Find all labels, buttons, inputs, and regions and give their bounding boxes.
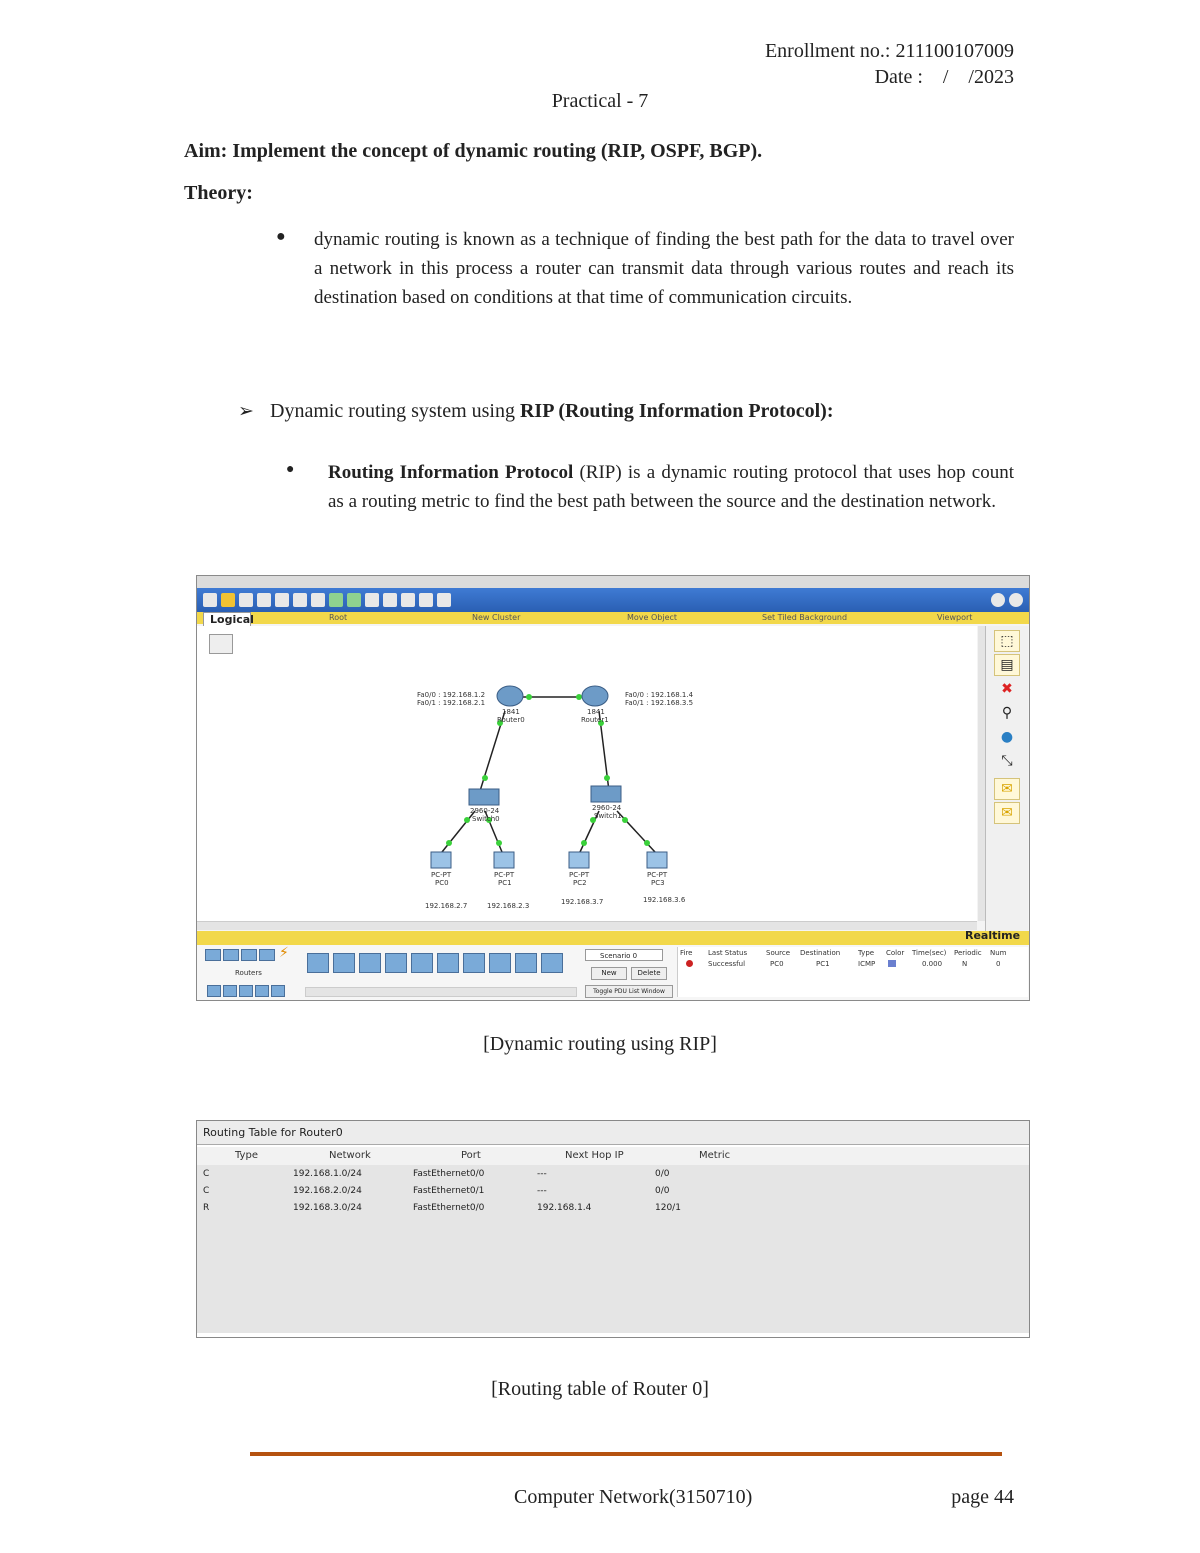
- inspect-tool-icon[interactable]: ⚲: [994, 702, 1020, 724]
- pdu-type: ICMP: [858, 960, 876, 968]
- pdu-num: 0: [996, 960, 1001, 968]
- device-palette: [197, 945, 1029, 1000]
- theory-paragraph: dynamic routing is known as a technique of finding the best path for the data to travel over a network in this process a router can transmit data through various routes and reach its destination based on conditions at that time of communication circuits.: [314, 229, 1014, 308]
- paste-icon[interactable]: [311, 593, 325, 607]
- zoom-in-icon[interactable]: [365, 593, 379, 607]
- tab-viewport[interactable]: Viewport: [937, 613, 973, 622]
- pdu-periodic: N: [962, 960, 968, 968]
- rip-term: Routing Information Protocol: [328, 462, 574, 483]
- pdu-destination: PC1: [816, 960, 830, 968]
- menu-bar[interactable]: [197, 576, 1029, 588]
- palette-icon[interactable]: [419, 593, 433, 607]
- link-status-dot: [446, 840, 452, 846]
- custom-devices-category-icon[interactable]: [239, 985, 253, 997]
- router-model-2620-icon[interactable]: [359, 953, 381, 973]
- date-field: Date : / /2023: [874, 66, 1014, 88]
- row3-network: 192.168.3.0/24: [293, 1203, 362, 1213]
- course-name: Computer Network(3150710): [514, 1486, 753, 1508]
- rip-definition: (RIP) is a dynamic routing protocol that uses hop count as a routing metric to find the best path between the source and the destination network.: [328, 462, 1014, 512]
- figure-caption-routing-table: [Routing table of Router 0]: [491, 1378, 709, 1400]
- switch0-model-label: 2960-24: [470, 807, 500, 815]
- pdu-header-periodic: Periodic: [954, 949, 982, 957]
- pc2-icon: [569, 852, 589, 868]
- switch0-name-label: Switch0: [472, 815, 500, 823]
- column-header-network: Network: [329, 1150, 371, 1161]
- pdu-list: [677, 947, 1028, 997]
- add-simple-pdu-icon[interactable]: ✉: [994, 778, 1020, 800]
- switch0-icon: [469, 789, 499, 805]
- switch1-icon: [591, 786, 621, 802]
- print-icon[interactable]: [257, 593, 271, 607]
- zoom-reset-icon[interactable]: [383, 593, 397, 607]
- common-tools-bar: [985, 626, 1028, 931]
- pdu-header-num: Num: [990, 949, 1007, 957]
- rip-heading-bold: RIP (Routing Information Protocol):: [519, 400, 834, 422]
- row2-network: 192.168.2.0/24: [293, 1186, 362, 1196]
- add-complex-pdu-icon[interactable]: ✉: [994, 802, 1020, 824]
- pc1-icon: [494, 852, 514, 868]
- router0-ip-label: Fa0/1 : 192.168.2.1: [417, 699, 486, 707]
- connections-category-icon[interactable]: ⚡: [279, 945, 289, 961]
- link-status-dot: [604, 775, 610, 781]
- bullet-dot-icon: ●: [286, 462, 295, 477]
- pdu-header-time: Time(sec): [912, 949, 947, 957]
- undo-icon[interactable]: [329, 593, 343, 607]
- realtime-mode-label[interactable]: Realtime: [965, 929, 1021, 942]
- link-status-dot: [576, 694, 582, 700]
- routing-table-body: [197, 1165, 1029, 1333]
- end-device-category-icon[interactable]: [207, 985, 221, 997]
- pc2-ip-label: 192.168.3.7: [561, 898, 604, 906]
- aim-heading: Aim: Implement the concept of dynamic routing (RIP, OSPF, BGP).: [184, 140, 763, 162]
- scenario-select[interactable]: Scenario 0: [585, 949, 663, 961]
- pdu-header-last-status: Last Status: [708, 949, 748, 957]
- copy-icon[interactable]: [293, 593, 307, 607]
- multiuser-category-icon[interactable]: [255, 985, 269, 997]
- new-scenario-button[interactable]: New: [591, 967, 627, 980]
- row2-next-hop: ---: [537, 1186, 547, 1196]
- row2-metric: 0/0: [655, 1186, 670, 1196]
- pc0-name-label: PC0: [435, 879, 449, 887]
- pdu-source: PC0: [770, 960, 784, 968]
- vertical-scrollbar[interactable]: [978, 626, 985, 921]
- pc1-name-label: PC1: [498, 879, 512, 887]
- wireless-category-icon[interactable]: [259, 949, 275, 961]
- fire-pdu-icon[interactable]: [686, 960, 693, 967]
- arrow-bullet-icon: ➢: [238, 401, 254, 422]
- status-bar: [197, 931, 1029, 945]
- packet-tracer-window: [196, 575, 1030, 1001]
- column-header-next-hop: Next Hop IP: [565, 1150, 624, 1161]
- pdu-header-fire: Fire: [680, 949, 693, 957]
- save-icon[interactable]: [239, 593, 253, 607]
- router1-ip-label: Fa0/0 : 192.168.1.4: [625, 691, 694, 699]
- hub-category-icon[interactable]: [241, 949, 257, 961]
- router0-ip-label: Fa0/0 : 192.168.1.2: [417, 691, 486, 699]
- tab-set-tiled-background[interactable]: Set Tiled Background: [762, 613, 848, 622]
- pc0-ip-label: 192.168.2.7: [425, 902, 468, 910]
- link-status-dot: [464, 817, 470, 823]
- rip-heading: [270, 400, 833, 423]
- activity-wizard-icon[interactable]: [275, 593, 289, 607]
- link-status-dot: [644, 840, 650, 846]
- routing-table-window: [196, 1120, 1030, 1338]
- row1-next-hop: ---: [537, 1169, 547, 1179]
- link-status-dot: [482, 775, 488, 781]
- router1-model-label: 1841: [587, 708, 605, 716]
- pdu-header-source: Source: [766, 949, 791, 957]
- footer-divider: [250, 1452, 1002, 1456]
- toggle-pdu-list-button[interactable]: Toggle PDU List Window: [585, 985, 673, 998]
- security-category-icon[interactable]: [271, 985, 285, 997]
- link-status-dot: [526, 694, 532, 700]
- router-model-generic2-icon[interactable]: [541, 953, 563, 973]
- workspace-tab-bar: [197, 612, 1029, 624]
- pdu-color-swatch: [888, 960, 896, 967]
- enrollment-number: Enrollment no.: 211100107009: [764, 40, 1014, 62]
- switch1-name-label: Switch1: [594, 812, 622, 820]
- routing-table-title: Routing Table for Router0: [197, 1121, 1029, 1145]
- pc3-model-label: PC-PT: [647, 871, 668, 879]
- router1-icon: [582, 686, 608, 706]
- pdu-header-type: Type: [858, 949, 875, 957]
- switch1-model-label: 2960-24: [592, 804, 622, 812]
- info-icon[interactable]: [991, 593, 1005, 607]
- figure-caption-rip: [Dynamic routing using RIP]: [483, 1033, 717, 1055]
- pc1-model-label: PC-PT: [494, 871, 515, 879]
- router-category-icon[interactable]: [205, 949, 221, 961]
- pc3-icon: [647, 852, 667, 868]
- router1-name-label: Router1: [581, 716, 609, 724]
- switch-category-icon[interactable]: [223, 949, 239, 961]
- pc2-name-label: PC2: [573, 879, 587, 887]
- router-model-generic-icon[interactable]: [515, 953, 537, 973]
- router-model-2901-icon[interactable]: [437, 953, 459, 973]
- pdu-header-color: Color: [886, 949, 905, 957]
- delete-tool-icon[interactable]: ✖: [994, 678, 1020, 700]
- pdu-status: Successful: [708, 960, 746, 968]
- devices-label: Routers: [235, 969, 262, 977]
- column-header-metric: Metric: [699, 1150, 731, 1161]
- row2-port: FastEthernet0/1: [413, 1186, 485, 1196]
- column-header-port: Port: [461, 1150, 481, 1161]
- horizontal-scrollbar[interactable]: [197, 921, 977, 930]
- row1-metric: 0/0: [655, 1169, 670, 1179]
- link-switch0-pc0: [442, 811, 475, 852]
- wan-emulation-category-icon[interactable]: [223, 985, 237, 997]
- pc2-model-label: PC-PT: [569, 871, 590, 879]
- network-workspace[interactable]: [197, 626, 977, 926]
- pc1-ip-label: 192.168.2.3: [487, 902, 530, 910]
- rip-paragraph: [328, 458, 1014, 516]
- delete-scenario-button[interactable]: Delete: [631, 967, 667, 980]
- tab-root[interactable]: Root: [329, 613, 348, 622]
- link-status-dot: [622, 817, 628, 823]
- row3-type: R: [203, 1203, 210, 1213]
- row1-port: FastEthernet0/0: [413, 1169, 485, 1179]
- topology-diagram: [197, 626, 977, 926]
- pdu-header-destination: Destination: [800, 949, 841, 957]
- router-model-819-icon[interactable]: [489, 953, 511, 973]
- zoom-out-icon[interactable]: [401, 593, 415, 607]
- theory-label: Theory:: [184, 182, 253, 204]
- routing-table-header: [197, 1147, 1029, 1166]
- bullet-dot-icon: ●: [276, 228, 286, 245]
- router0-model-label: 1841: [502, 708, 520, 716]
- row1-type: C: [203, 1169, 210, 1179]
- redo-icon[interactable]: [347, 593, 361, 607]
- router-model-1841-icon[interactable]: [307, 953, 329, 973]
- pc3-ip-label: 192.168.3.6: [643, 896, 686, 904]
- select-tool-icon[interactable]: ⬚: [994, 630, 1020, 652]
- help-icon[interactable]: [1009, 593, 1023, 607]
- row1-network: 192.168.1.0/24: [293, 1169, 362, 1179]
- new-file-icon[interactable]: [203, 593, 217, 607]
- link-switch1-pc3: [617, 811, 655, 852]
- column-header-type: Type: [235, 1150, 258, 1161]
- link-status-dot: [496, 840, 502, 846]
- row2-type: C: [203, 1186, 210, 1196]
- router0-name-label: Router0: [497, 716, 525, 724]
- row3-port: FastEthernet0/0: [413, 1203, 485, 1213]
- router-model-2911-icon[interactable]: [463, 953, 485, 973]
- toolbar: [197, 588, 1029, 612]
- pc0-icon: [431, 852, 451, 868]
- open-folder-icon[interactable]: [221, 593, 235, 607]
- row3-next-hop: 192.168.1.4: [537, 1203, 592, 1213]
- practical-title: Practical - 7: [551, 90, 649, 112]
- row3-metric: 120/1: [655, 1203, 681, 1213]
- pc0-model-label: PC-PT: [431, 871, 452, 879]
- router-model-1941-icon[interactable]: [333, 953, 355, 973]
- router-model-2621-icon[interactable]: [385, 953, 407, 973]
- device-list-scrollbar[interactable]: [305, 987, 577, 997]
- rip-heading-prefix: Dynamic routing system using: [270, 400, 520, 422]
- pdu-time: 0.000: [922, 960, 943, 968]
- pc3-name-label: PC3: [651, 879, 665, 887]
- router1-ip-label: Fa0/1 : 192.168.3.5: [625, 699, 694, 707]
- router0-icon: [497, 686, 523, 706]
- link-status-dot: [581, 840, 587, 846]
- draw-shape-icon[interactable]: ●: [994, 726, 1020, 748]
- custom-device-icon[interactable]: [437, 593, 451, 607]
- resize-shape-icon[interactable]: ⤡: [994, 750, 1020, 772]
- tab-move-object[interactable]: Move Object: [627, 613, 678, 622]
- router-model-2811-icon[interactable]: [411, 953, 433, 973]
- note-tool-icon[interactable]: ▤: [994, 654, 1020, 676]
- tab-logical[interactable]: Logical: [203, 612, 251, 626]
- tab-new-cluster[interactable]: New Cluster: [472, 613, 521, 622]
- page-number: page 44: [951, 1486, 1014, 1508]
